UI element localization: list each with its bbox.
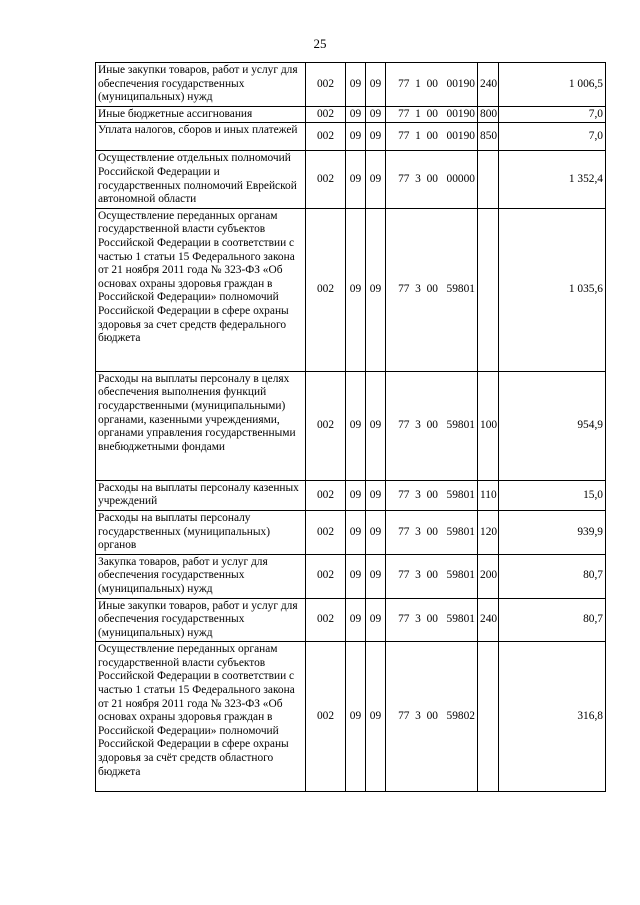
target-article-prog: 77 [398, 282, 410, 295]
subsection-code: 09 [366, 598, 386, 642]
amount-value: 1 006,5 [499, 63, 606, 107]
expense-type-code: 110 [478, 480, 499, 510]
target-article-dir: 00190 [446, 77, 475, 90]
section-code: 09 [346, 151, 366, 208]
expense-name: Иные закупки товаров, работ и услуг для обеспечения государственных (муниципальных) нужд [96, 63, 306, 107]
ministry-code: 002 [306, 106, 346, 123]
target-article-code [386, 63, 478, 107]
amount-value: 1 035,6 [499, 208, 606, 371]
section-code: 09 [346, 480, 366, 510]
amount-value: 7,0 [499, 106, 606, 123]
target-article-prog: 77 [398, 488, 410, 501]
expense-type-code [478, 642, 499, 792]
target-article-code [386, 106, 478, 123]
target-article-dir: 59801 [446, 569, 475, 582]
ministry-code: 002 [306, 642, 346, 792]
target-article-code [386, 598, 478, 642]
target-article-sub: 3 [415, 282, 421, 295]
subsection-code: 09 [366, 63, 386, 107]
subsection-code: 09 [366, 371, 386, 480]
target-article-grp: 00 [426, 525, 438, 538]
target-article-sub: 3 [415, 172, 421, 185]
ministry-code: 002 [306, 480, 346, 510]
expense-name: Закупка товаров, работ и услуг для обеспечения государственных (муниципальных) нужд [96, 554, 306, 598]
target-article-sub: 3 [415, 709, 421, 722]
target-article-dir: 59802 [446, 709, 475, 722]
table-row [96, 642, 606, 792]
target-article-sub: 3 [415, 418, 421, 431]
expense-name: Расходы на выплаты персоналу государственных (муниципальных) органов [96, 510, 306, 554]
subsection-code: 09 [366, 208, 386, 371]
target-article-prog: 77 [398, 569, 410, 582]
expense-name: Осуществление отдельных полномочий Российской Федерации и государственных полномочий Еврейской автономной области [96, 151, 306, 208]
target-article-sub: 3 [415, 488, 421, 501]
section-code: 09 [346, 106, 366, 123]
subsection-code: 09 [366, 480, 386, 510]
expense-type-code [478, 208, 499, 371]
target-article-grp: 00 [426, 418, 438, 431]
target-article-prog: 77 [398, 77, 410, 90]
target-article-grp: 00 [426, 488, 438, 501]
ministry-code: 002 [306, 554, 346, 598]
target-article-prog: 77 [398, 172, 410, 185]
amount-value: 80,7 [499, 554, 606, 598]
section-code: 09 [346, 642, 366, 792]
expense-type-code [478, 151, 499, 208]
target-article-sub: 1 [415, 107, 421, 120]
section-code: 09 [346, 510, 366, 554]
section-code: 09 [346, 123, 366, 151]
subsection-code: 09 [366, 510, 386, 554]
ministry-code: 002 [306, 151, 346, 208]
ministry-code: 002 [306, 598, 346, 642]
target-article-grp: 00 [426, 77, 438, 90]
target-article-code [386, 510, 478, 554]
target-article-prog: 77 [398, 107, 410, 120]
target-article-dir: 59801 [446, 525, 475, 538]
target-article-grp: 00 [426, 613, 438, 626]
table-body [96, 63, 606, 792]
target-article-prog: 77 [398, 525, 410, 538]
target-article-sub: 1 [415, 77, 421, 90]
section-code: 09 [346, 554, 366, 598]
subsection-code: 09 [366, 642, 386, 792]
target-article-grp: 00 [426, 569, 438, 582]
target-article-code [386, 642, 478, 792]
target-article-sub: 3 [415, 525, 421, 538]
target-article-sub: 1 [415, 130, 421, 143]
expense-name: Иные бюджетные ассигнования [96, 106, 306, 123]
target-article-prog: 77 [398, 130, 410, 143]
table-row [96, 151, 606, 208]
target-article-sub: 3 [415, 613, 421, 626]
expense-type-code: 240 [478, 598, 499, 642]
target-article-grp: 00 [426, 130, 438, 143]
expense-name: Иные закупки товаров, работ и услуг для обеспечения государственных (муниципальных) нужд [96, 598, 306, 642]
target-article-code [386, 480, 478, 510]
subsection-code: 09 [366, 151, 386, 208]
table-row [96, 554, 606, 598]
expense-name: Расходы на выплаты персоналу казенных учреждений [96, 480, 306, 510]
target-article-grp: 00 [426, 172, 438, 185]
target-article-sub: 3 [415, 569, 421, 582]
expense-name: Уплата налогов, сборов и иных платежей [96, 123, 306, 151]
target-article-code [386, 208, 478, 371]
target-article-grp: 00 [426, 282, 438, 295]
table-row [96, 371, 606, 480]
section-code: 09 [346, 598, 366, 642]
target-article-prog: 77 [398, 709, 410, 722]
expense-type-code: 800 [478, 106, 499, 123]
subsection-code: 09 [366, 123, 386, 151]
table-row [96, 480, 606, 510]
target-article-grp: 00 [426, 107, 438, 120]
page-number: 25 [313, 36, 327, 51]
amount-value: 80,7 [499, 598, 606, 642]
section-code: 09 [346, 208, 366, 371]
target-article-code [386, 123, 478, 151]
amount-value: 954,9 [499, 371, 606, 480]
target-article-code [386, 151, 478, 208]
expense-name: Расходы на выплаты персоналу в целях обеспечения выполнения функций государственными (муниципальными) органами, казенными учреждениями, органами управления государственными внебюджетными фондами [96, 371, 306, 480]
target-article-prog: 77 [398, 418, 410, 431]
table-row [96, 123, 606, 151]
expense-type-code: 120 [478, 510, 499, 554]
table-row [96, 510, 606, 554]
amount-value: 7,0 [499, 123, 606, 151]
amount-value: 316,8 [499, 642, 606, 792]
target-article-dir: 59801 [446, 613, 475, 626]
ministry-code: 002 [306, 63, 346, 107]
target-article-prog: 77 [398, 613, 410, 626]
target-article-code [386, 371, 478, 480]
expense-type-code: 200 [478, 554, 499, 598]
ministry-code: 002 [306, 123, 346, 151]
target-article-grp: 00 [426, 709, 438, 722]
amount-value: 1 352,4 [499, 151, 606, 208]
target-article-code [386, 554, 478, 598]
table-row [96, 598, 606, 642]
expense-type-code: 240 [478, 63, 499, 107]
target-article-dir: 00000 [446, 172, 475, 185]
expense-name: Осуществление переданных органам государственной власти субъектов Российской Федерации в соответствии с частью 1 статьи 15 Федерального закона от 21 ноября 2011 года № 323-ФЗ «Об основах охраны здоровья граждан в Российской Федерации» полномочий Российской Федерации в сфере охраны здоровья за счет средств федерального бюджета [96, 208, 306, 371]
target-article-dir: 59801 [446, 488, 475, 501]
table-row [96, 63, 606, 107]
expense-type-code: 850 [478, 123, 499, 151]
ministry-code: 002 [306, 371, 346, 480]
subsection-code: 09 [366, 554, 386, 598]
section-code: 09 [346, 63, 366, 107]
ministry-code: 002 [306, 510, 346, 554]
ministry-code: 002 [306, 208, 346, 371]
section-code: 09 [346, 371, 366, 480]
expense-type-code: 100 [478, 371, 499, 480]
target-article-dir: 00190 [446, 130, 475, 143]
table-row [96, 106, 606, 123]
subsection-code: 09 [366, 106, 386, 123]
expense-name: Осуществление переданных органам государственной власти субъектов Российской Федерации в соответствии с частью 1 статьи 15 Федерального закона от 21 ноября 2011 года № 323-ФЗ «Об основах охраны здоровья граждан в Российской Федерации» полномочий Российской Федерации в сфере охраны здоровья за счёт средств областного бюджета [96, 642, 306, 792]
budget-table [95, 62, 606, 792]
target-article-dir: 59801 [446, 282, 475, 295]
target-article-dir: 59801 [446, 418, 475, 431]
target-article-dir: 00190 [446, 107, 475, 120]
table-row [96, 208, 606, 371]
amount-value: 939,9 [499, 510, 606, 554]
amount-value: 15,0 [499, 480, 606, 510]
